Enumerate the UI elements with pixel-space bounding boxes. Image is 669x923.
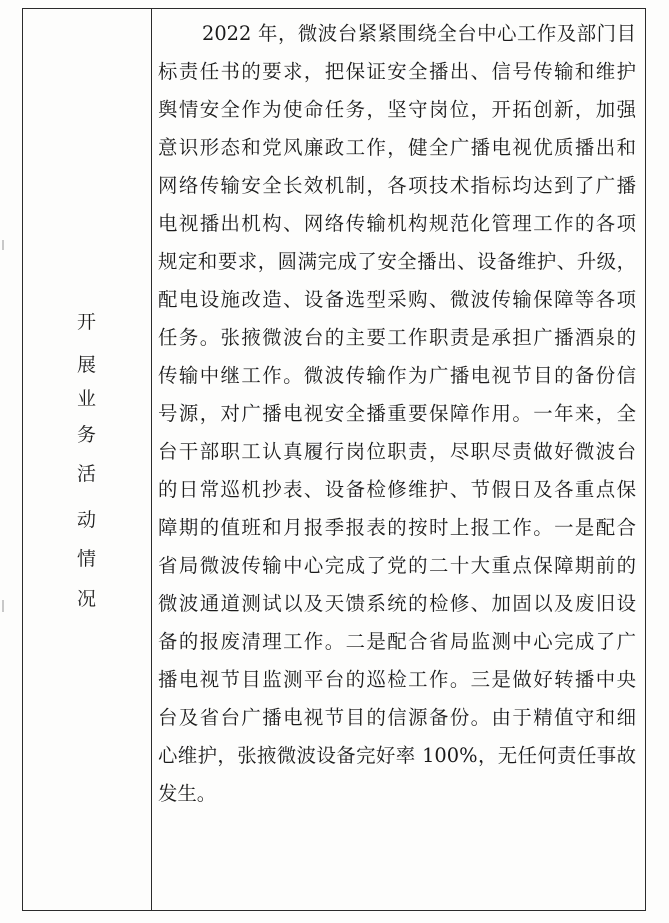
scan-artifact (2, 240, 4, 250)
section-label-char: 展 (76, 354, 96, 376)
paragraph-line: 台及省台广播电视节目的信源备份。由于精值守和细 (158, 706, 636, 729)
section-label-char: 业 (76, 388, 96, 410)
paragraph-line: 配电设施改造、设备选型采购、微波传输保障等各项 (158, 288, 636, 311)
paragraph-line: 心维护，张掖微波设备完好率 100%，无任何责任事故 (158, 744, 636, 767)
paragraph-line: 播电视节目监测平台的巡检工作。三是做好转播中央 (158, 668, 636, 691)
section-label-char: 况 (76, 588, 96, 610)
paragraph-line: 传输中继工作。微波传输作为广播电视节目的备份信 (158, 364, 636, 387)
paragraph-line: 电视播出机构、网络传输机构规范化管理工作的各项 (158, 212, 636, 235)
scan-artifact (2, 600, 4, 612)
section-label-cell (22, 8, 151, 911)
paragraph-line: 备的报废清理工作。二是配合省局监测中心完成了广 (158, 630, 636, 653)
paragraph-line: 省局微波传输中心完成了党的二十大重点保障期前的 (158, 554, 636, 577)
paragraph-line: 规定和要求，圆满完成了安全播出、设备维护、升级， (158, 250, 636, 273)
section-label-char: 情 (76, 548, 96, 570)
section-label-char: 务 (76, 424, 96, 446)
paragraph-line: 网络传输安全长效机制，各项技术指标均达到了广播 (158, 174, 636, 197)
paragraph-line: 微波通道测试以及天馈系统的检修、加固以及废旧设 (158, 592, 636, 615)
paragraph-line: 发生。 (158, 782, 217, 805)
content-cell (152, 8, 646, 911)
paragraph-line: 障期的值班和月报季报表的按时上报工作。一是配合 (158, 516, 636, 539)
paragraph-line: 舆情安全作为使命任务，坚守岗位，开拓创新，加强 (158, 98, 636, 121)
section-label-char: 活 (76, 463, 96, 485)
section-label-char: 开 (76, 311, 96, 333)
paragraph-line: 的日常巡机抄表、设备检修维护、节假日及各重点保 (158, 478, 636, 501)
paragraph-line: 任务。张掖微波台的主要工作职责是承担广播酒泉的 (158, 326, 636, 349)
section-label-char: 动 (76, 509, 96, 531)
paragraph-line: 号源，对广播电视安全播重要保障作用。一年来，全 (158, 402, 636, 425)
paragraph-line: 台干部职工认真履行岗位职责，尽职尽责做好微波台 (158, 440, 636, 463)
paragraph-line: 2022 年，微波台紧紧围绕全台中心工作及部门目 (202, 22, 636, 45)
paragraph-line: 标责任书的要求，把保证安全播出、信号传输和维护 (158, 60, 636, 83)
paragraph-line: 意识形态和党风廉政工作，健全广播电视优质播出和 (158, 136, 636, 159)
